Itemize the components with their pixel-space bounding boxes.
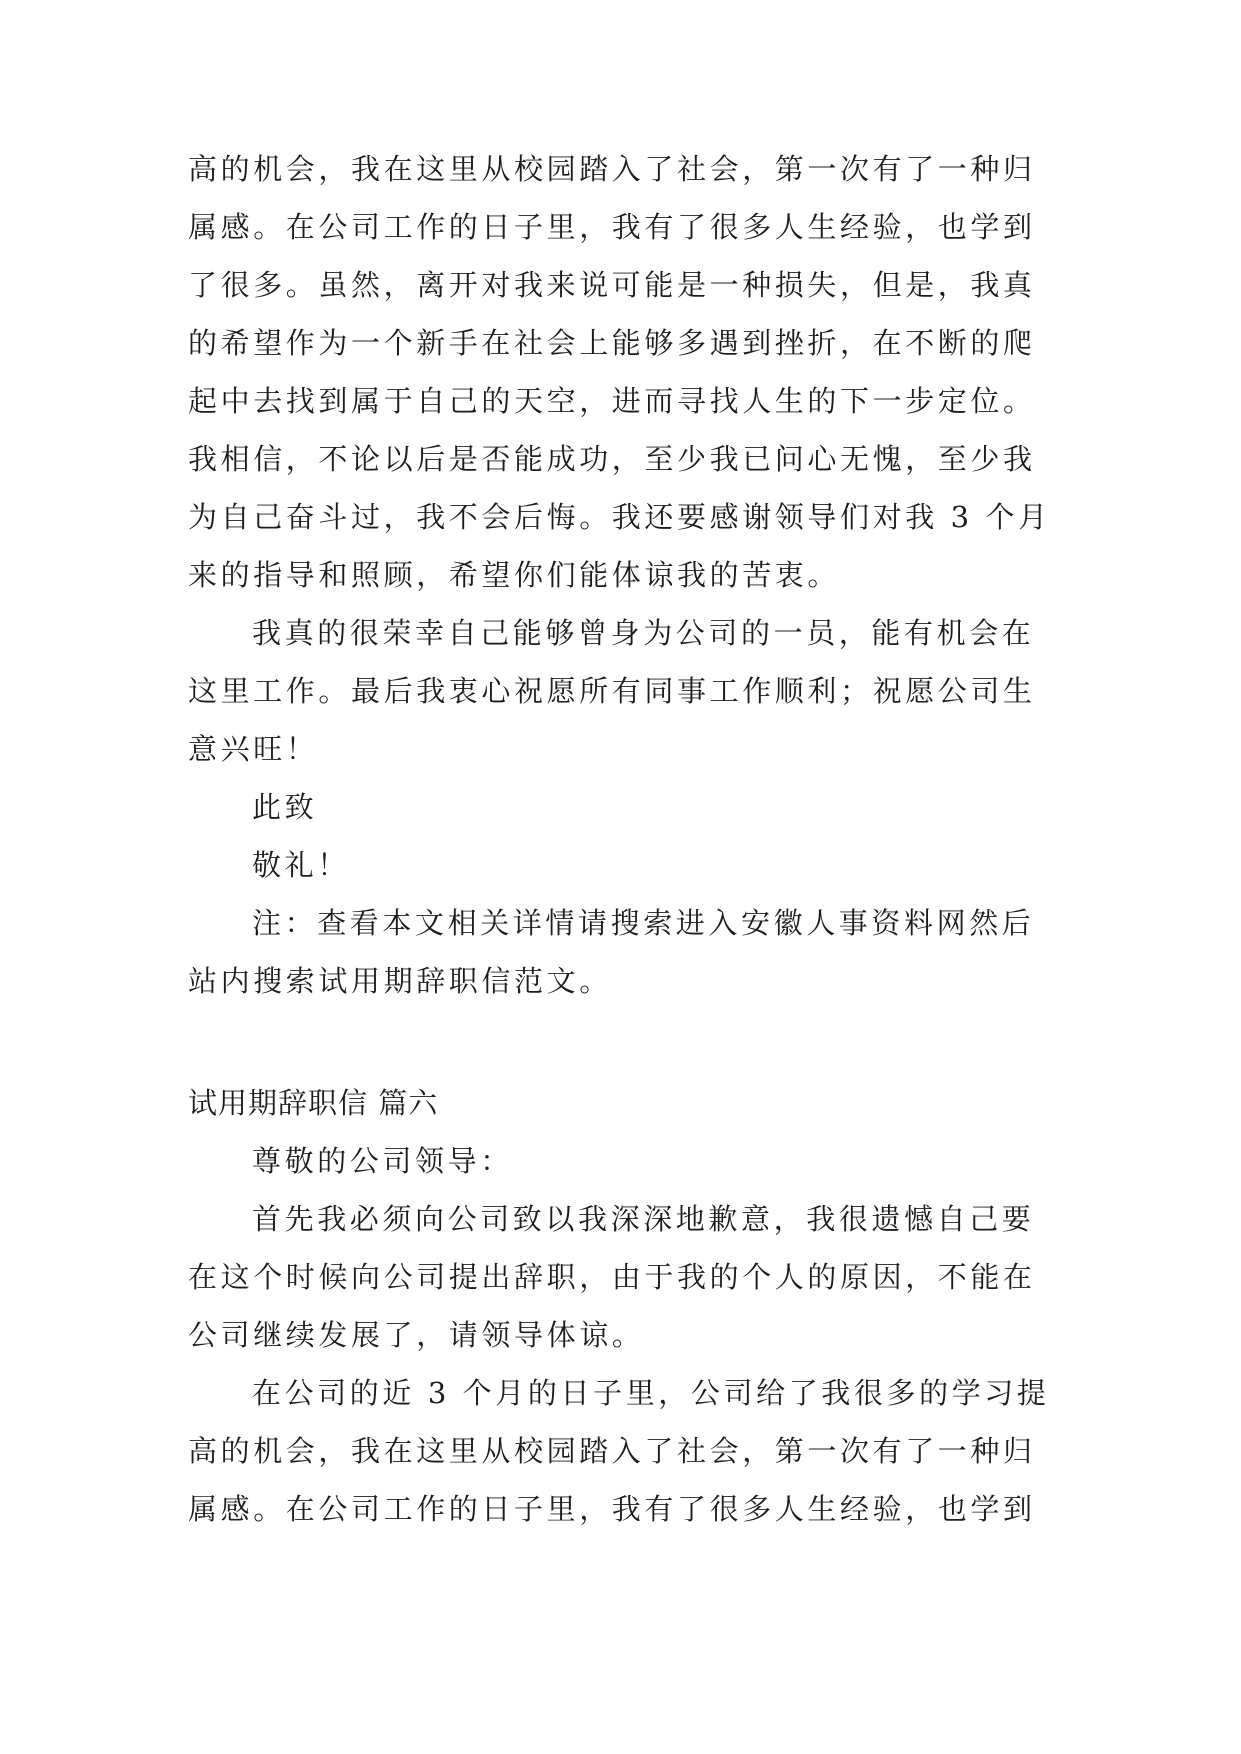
paragraph-first-line: 我真的很荣幸自己能够曾身为公司的一员，能有机会在	[252, 616, 1035, 650]
section-heading: 试用期辞职信 篇六	[188, 1086, 439, 1120]
body-line: 这里工作。最后我衷心祝愿所有同事工作顺利；祝愿公司生	[188, 674, 1036, 708]
body-line: 在这个时候向公司提出辞职，由于我的个人的原因，不能在	[188, 1260, 1036, 1294]
note-line: 站内搜索试用期辞职信范文。	[188, 964, 612, 998]
body-line: 为自己奋斗过，我不会后悔。我还要感谢领导们对我 3 个月	[188, 500, 1051, 534]
closing-salutation: 此致	[252, 790, 318, 824]
letter-greeting: 尊敬的公司领导：	[252, 1144, 513, 1178]
body-line: 属感。在公司工作的日子里，我有了很多人生经验，也学到	[188, 210, 1036, 244]
body-line: 高的机会，我在这里从校园踏入了社会，第一次有了一种归	[188, 1434, 1036, 1468]
body-line: 公司继续发展了，请领导体谅。	[188, 1318, 645, 1352]
body-line: 来的指导和照顾，希望你们能体谅我的苦衷。	[188, 558, 841, 592]
paragraph-first-line: 在公司的近 3 个月的日子里，公司给了我很多的学习提	[252, 1376, 1050, 1410]
body-line: 的希望作为一个新手在社会上能够多遇到挫折，在不断的爬	[188, 326, 1036, 360]
paragraph-first-line: 首先我必须向公司致以我深深地歉意，我很遗憾自己要	[252, 1202, 1035, 1236]
body-line: 高的机会，我在这里从校园踏入了社会，第一次有了一种归	[188, 152, 1036, 186]
body-line: 属感。在公司工作的日子里，我有了很多人生经验，也学到	[188, 1492, 1036, 1526]
body-line: 意兴旺！	[188, 732, 319, 766]
note-line: 注：查看本文相关详情请搜索进入安徽人事资料网然后	[252, 906, 1035, 940]
body-line: 起中去找到属于自己的天空，进而寻找人生的下一步定位。	[188, 384, 1036, 418]
body-line: 我相信，不论以后是否能成功，至少我已问心无愧，至少我	[188, 442, 1036, 476]
body-line: 了很多。虽然，离开对我来说可能是一种损失，但是，我真	[188, 268, 1036, 302]
closing-regards: 敬礼！	[252, 848, 350, 882]
